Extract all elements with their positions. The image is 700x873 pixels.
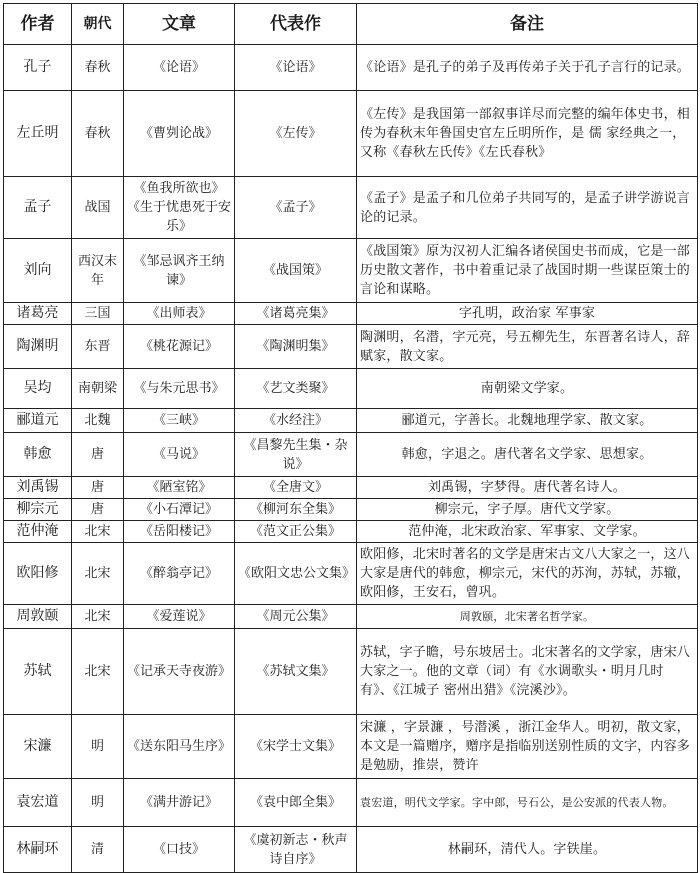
table-row <box>4 521 698 543</box>
table-row <box>4 543 698 605</box>
dynasty-cell: 唐 <box>72 433 124 477</box>
work-cell: 《虞初新志・秋声诗自序》 <box>235 827 357 873</box>
author-cell: 韩愈 <box>4 433 72 477</box>
note-cell: 《论语》是孔子的弟子及再传弟子关于孔子言行的记录。 <box>357 45 698 91</box>
dynasty-cell: 唐 <box>72 477 124 499</box>
note-cell: 陶渊明，名潜，字元亮，号五柳先生，东晋著名诗人，辞赋家，散文家。 <box>357 325 698 369</box>
article-cell: 《岳阳楼记》 <box>124 521 235 543</box>
work-cell: 《柳河东全集》 <box>235 499 357 521</box>
note-cell: 周敦颐，北宋著名哲学家。 <box>357 605 698 629</box>
author-cell: 孟子 <box>4 177 72 239</box>
article-cell: 《送东阳马生序》 <box>124 715 235 779</box>
author-cell: 林嗣环 <box>4 827 72 873</box>
article-cell: 《马说》 <box>124 433 235 477</box>
article-cell: 《满井游记》 <box>124 779 235 827</box>
table-row <box>4 827 698 873</box>
author-cell: 范仲淹 <box>4 521 72 543</box>
author-cell: 孔子 <box>4 45 72 91</box>
note-cell: 刘禹锡，字梦得。唐代著名诗人。 <box>357 477 698 499</box>
work-cell: 《周元公集》 <box>235 605 357 629</box>
work-cell: 《范文正公集》 <box>235 521 357 543</box>
article-cell: 《与朱元思书》 <box>124 369 235 409</box>
dynasty-cell: 清 <box>72 827 124 873</box>
dynasty-cell: 明 <box>72 715 124 779</box>
work-cell: 《宋学士文集》 <box>235 715 357 779</box>
author-cell: 吴均 <box>4 369 72 409</box>
work-cell: 《陶渊明集》 <box>235 325 357 369</box>
note-cell: 南朝梁文学家。 <box>357 369 698 409</box>
author-cell: 刘向 <box>4 239 72 303</box>
table-row <box>4 303 698 325</box>
dynasty-cell: 西汉末年 <box>72 239 124 303</box>
article-cell: 《论语》 <box>124 45 235 91</box>
table-row <box>4 715 698 779</box>
table-row <box>4 409 698 433</box>
author-cell: 苏轼 <box>4 629 72 715</box>
work-cell: 《艺文类聚》 <box>235 369 357 409</box>
note-cell: 林嗣环，清代人。字铁崖。 <box>357 827 698 873</box>
article-cell: 《出师表》 <box>124 303 235 325</box>
dynasty-cell: 明 <box>72 779 124 827</box>
author-cell: 左丘明 <box>4 91 72 177</box>
header-row <box>4 4 698 45</box>
work-cell: 《水经注》 <box>235 409 357 433</box>
table-row <box>4 369 698 409</box>
table-row <box>4 325 698 369</box>
note-cell: 《孟子》是孟子和几位弟子共同写的，是孟子讲学游说言论的记录。 <box>357 177 698 239</box>
dynasty-cell: 北魏 <box>72 409 124 433</box>
header-author: 作者 <box>4 4 72 45</box>
author-cell: 宋濂 <box>4 715 72 779</box>
dynasty-cell: 东晋 <box>72 325 124 369</box>
article-cell: 《记承天寺夜游》 <box>124 629 235 715</box>
dynasty-cell: 北宋 <box>72 521 124 543</box>
note-cell: 《战国策》原为汉初人汇编各诸侯国史书而成，它是一部历史散文著作，书中着重记录了战国时期一些谋臣策士的言论和谋略。 <box>357 239 698 303</box>
work-cell: 《欧阳文忠公文集》 <box>235 543 357 605</box>
note-cell: 《左传》是我国第一部叙事详尽而完整的编年体史书，相传为春秋末年鲁国史官左丘明所作，是 儒 家经典之一，又称《春秋左氏传》《左氏春秋》 <box>357 91 698 177</box>
work-cell: 《苏轼文集》 <box>235 629 357 715</box>
work-cell: 《全唐文》 <box>235 477 357 499</box>
author-cell: 陶渊明 <box>4 325 72 369</box>
work-cell: 《左传》 <box>235 91 357 177</box>
article-cell: 《三峡》 <box>124 409 235 433</box>
table-row <box>4 629 698 715</box>
dynasty-cell: 南朝梁 <box>72 369 124 409</box>
note-cell: 袁宏道，明代文学家。字中郎，号石公，是公安派的代表人物。 <box>357 779 698 827</box>
header-article: 文章 <box>124 4 235 45</box>
article-cell: 《邹忌讽齐王纳谏》 <box>124 239 235 303</box>
author-cell: 袁宏道 <box>4 779 72 827</box>
author-cell: 柳宗元 <box>4 499 72 521</box>
note-cell: 柳宗元，字子厚。唐代文学家。 <box>357 499 698 521</box>
work-cell: 《战国策》 <box>235 239 357 303</box>
table-row <box>4 605 698 629</box>
author-cell: 诸葛亮 <box>4 303 72 325</box>
work-cell: 《论语》 <box>235 45 357 91</box>
authors-table <box>3 3 698 873</box>
table-row <box>4 177 698 239</box>
dynasty-cell: 北宋 <box>72 543 124 605</box>
article-cell: 《桃花源记》 <box>124 325 235 369</box>
header-note: 备注 <box>357 4 698 45</box>
work-cell: 《昌黎先生集・杂说》 <box>235 433 357 477</box>
article-cell: 《爱莲说》 <box>124 605 235 629</box>
dynasty-cell: 三国 <box>72 303 124 325</box>
work-cell: 《孟子》 <box>235 177 357 239</box>
article-cell: 《陋室铭》 <box>124 477 235 499</box>
table-row <box>4 499 698 521</box>
dynasty-cell: 唐 <box>72 499 124 521</box>
author-cell: 郦道元 <box>4 409 72 433</box>
dynasty-cell: 春秋 <box>72 91 124 177</box>
article-cell: 《小石潭记》 <box>124 499 235 521</box>
table-row <box>4 45 698 91</box>
note-cell: 字孔明，政治家 军事家 <box>357 303 698 325</box>
table-row <box>4 433 698 477</box>
author-cell: 周敦颐 <box>4 605 72 629</box>
dynasty-cell: 北宋 <box>72 629 124 715</box>
note-cell: 苏轼，字子瞻，号东坡居士。北宋著名的文学家，唐宋八大家之一。他的文章（词）有《水调歌头・明月几时有》、《江城子 密州出猎》《浣溪沙》。 <box>357 629 698 715</box>
work-cell: 《诸葛亮集》 <box>235 303 357 325</box>
table-row <box>4 239 698 303</box>
author-cell: 欧阳修 <box>4 543 72 605</box>
table-row <box>4 779 698 827</box>
header-work: 代表作 <box>235 4 357 45</box>
table-row <box>4 91 698 177</box>
article-cell: 《曹刿论战》 <box>124 91 235 177</box>
article-cell: 《鱼我所欲也》《生于忧患死于安乐》 <box>124 177 235 239</box>
dynasty-cell: 春秋 <box>72 45 124 91</box>
article-cell: 《口技》 <box>124 827 235 873</box>
work-cell: 《袁中郎全集》 <box>235 779 357 827</box>
dynasty-cell: 战国 <box>72 177 124 239</box>
table-row <box>4 477 698 499</box>
dynasty-cell: 北宋 <box>72 605 124 629</box>
article-cell: 《醉翁亭记》 <box>124 543 235 605</box>
note-cell: 欧阳修，北宋时著名的文学是唐宋古文八大家之一，这八大家是唐代的韩愈，柳宗元，宋代的苏洵，苏轼，苏辙，欧阳修，王安石，曾巩。 <box>357 543 698 605</box>
header-dynasty: 朝代 <box>72 4 124 45</box>
note-cell: 韩愈，字退之。唐代著名文学家、思想家。 <box>357 433 698 477</box>
note-cell: 范仲淹，北宋政治家、军事家、文学家。 <box>357 521 698 543</box>
note-cell: 郦道元，字善长。北魏地理学家、散文家。 <box>357 409 698 433</box>
note-cell: 宋濂 ，字景濂 ，号潜溪 ，浙江金华人。明初，散文家，本文是一篇赠序，赠序是指临别送别性质的文字，内容多是勉励，推崇，赞许 <box>357 715 698 779</box>
author-cell: 刘禹锡 <box>4 477 72 499</box>
